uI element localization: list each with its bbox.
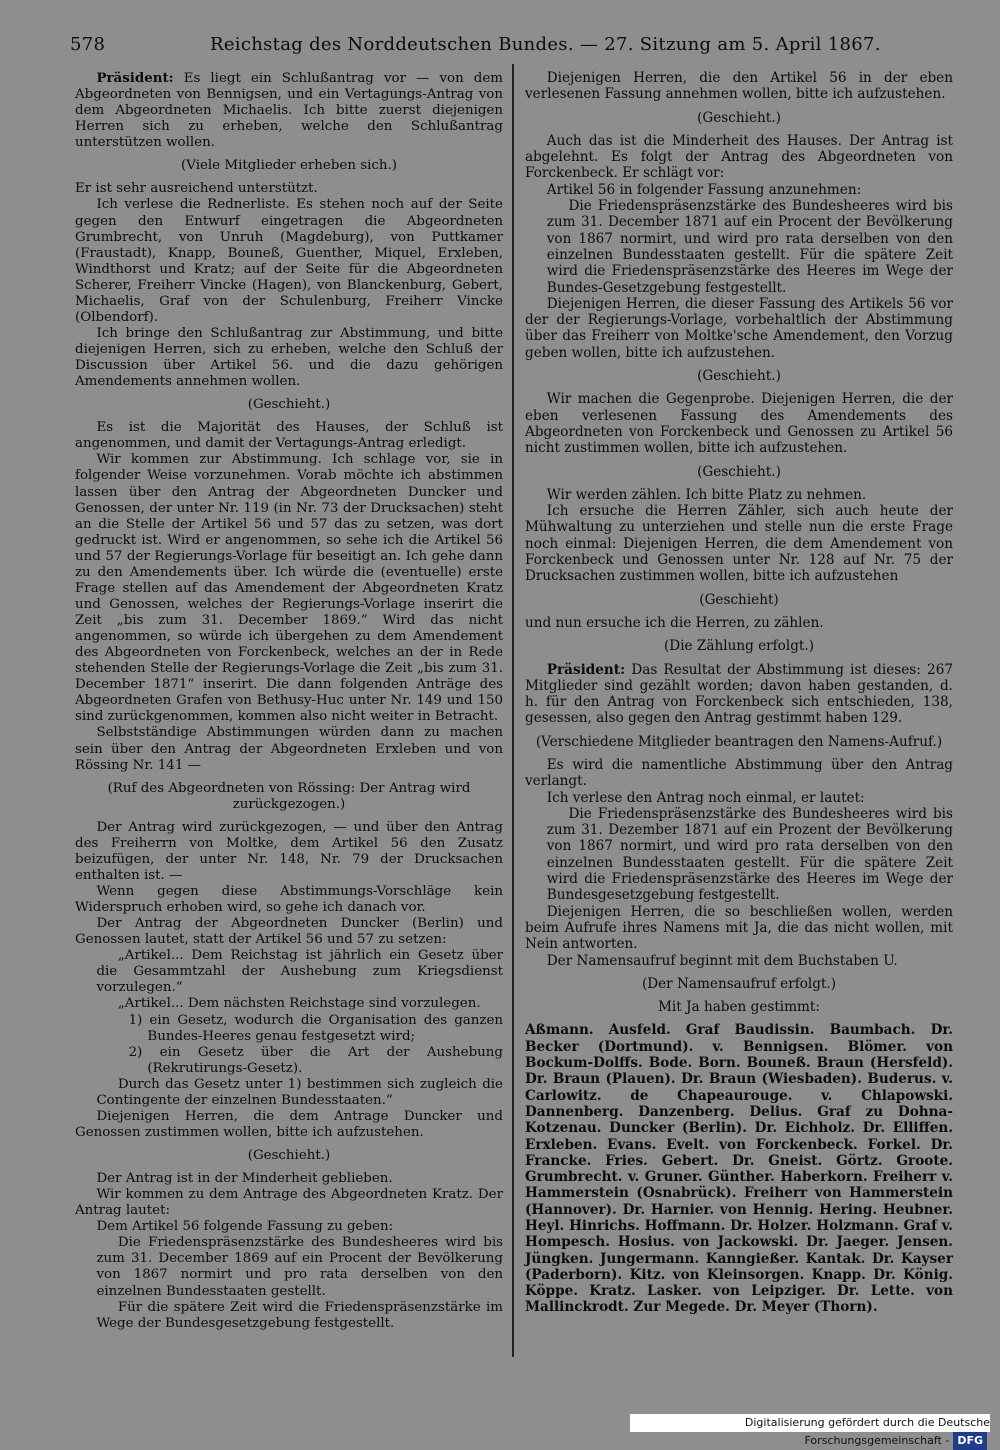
paragraph: Es ist die Majorität des Hauses, der Schluß ist angenommen, und damit der Vertagungs-Antrag erledigt. <box>75 420 503 452</box>
stage-direction: (Die Zählung erfolgt.) <box>664 638 814 655</box>
running-title: Reichstag des Norddeutschen Bundes. — 27. Sitzung am 5. April 1867. <box>210 34 881 55</box>
paragraph: und nun ersuche ich die Herren, zu zählen. <box>525 614 824 631</box>
paragraph: Dem Artikel 56 folgende Fassung zu geben: <box>96 1219 394 1235</box>
quoted-text: Die Friedenspräsenzstärke des Bundesheeres wird bis zum 31. Dezember 1871 auf ein Prozent der Bevölkerung von 1867 normirt, und wird pro rata derselben von den einzelnen Bundesstaaten gestellt. Für die spätere Zeit wird die Friedenspräsenzstärke des Heeres im Wege der Bundesgesetzgebung festgestellt. <box>546 805 953 904</box>
paragraph: Der Antrag der Abgeordneten Duncker (Berlin) und Genossen lautet, statt der Artikel 56 und 57 zu setzen: <box>75 916 503 948</box>
stage-direction: (Der Namensaufruf erfolgt.) <box>641 975 837 992</box>
dfg-logo: DFG <box>953 1432 987 1450</box>
footer-text: Digitalisierung gefördert durch die Deutsche Forschungsgemeinschaft - <box>744 1416 990 1447</box>
quoted-text: Die Friedenspräsenzstärke des Bundesheeres wird bis zum 31. December 1871 auf ein Procent der Bevölkerung von 1867 normirt, und wird pro rata derselben von den einzelnen Bundesstaaten gestellt. Für die spätere Zeit wird die Friedenspräsenzstärke des Heeres im Wege der Bundes-Gesetzgebung festgestellt. <box>546 198 953 296</box>
quoted-text: Die Friedenspräsenzstärke des Bundesheeres wird bis zum 31. December 1869 auf ein Procent der Bevölkerung von 1867 normirt und pro rata derselben von den einzelnen Bundesstaaten gestellt. <box>96 1235 503 1299</box>
list-item: 1) ein Gesetz, wodurch die Organisation des ganzen Bundes-Heeres genau festgesetzt wird; <box>128 1012 503 1044</box>
paragraph: Ich ersuche die Herren Zähler, sich auch heute der Mühwaltung zu unterziehen und stelle nun die erste Frage noch einmal: Diejenigen Herren, die dem Amendement von Forckenbeck und Genossen unter Nr. 128 auf Nr. 75 der Drucksachen zustimmen wollen, bitte ich aufzustehen <box>525 503 953 585</box>
page-number: 578 <box>70 34 106 55</box>
paragraph: Wenn gegen diese Abstimmungs-Vorschläge kein Widerspruch erhoben wird, so gehe ich danach vor. <box>75 884 503 916</box>
paragraph: Wir kommen zu dem Antrage des Abgeordneten Kratz. Der Antrag lautet: <box>75 1187 503 1219</box>
paragraph: Diejenigen Herren, die den Artikel 56 in der eben verlesenen Fassung annehmen wollen, bitte ich aufzustehen. <box>525 70 953 103</box>
paragraph: Artikel 56 in folgender Fassung anzunehmen: <box>546 181 862 198</box>
paragraph: Diejenigen Herren, die dieser Fassung des Artikels 56 vor der der Regierungs-Vorlage, vorbehaltlich der Abstimmung über das Freiherr von Moltke'sche Amendement, den Vorzug geben wollen, bitte ich aufzustehen. <box>525 295 953 361</box>
right-column <box>525 70 953 1316</box>
paragraph: Es wird die namentliche Abstimmung über den Antrag verlangt. <box>525 756 953 790</box>
paragraph: Diejenigen Herren, die so beschließen wollen, werden beim Aufrufe ihres Namens mit Ja, die das nicht wollen, mit Nein antworten. <box>525 903 953 953</box>
paragraph: Der Namensaufruf beginnt mit dem Buchstaben U. <box>546 952 898 969</box>
stage-direction: (Geschieht.) <box>697 109 781 126</box>
speech-text: Es liegt ein Schlußantrag vor — von dem Abgeordneten von Bennigsen, und ein Vertagungs-Antrag von dem Abgeordneten Michaelis. Ich bitte zuerst diejenigen Herren sich zu erheben, welche den Schlußantrag unterstützen wollen. <box>75 71 503 151</box>
paragraph: Ich verlese die Rednerliste. Es stehen noch auf der Seite gegen den Entwurf eingetragen die Abgeordneten Grumbrecht, von Unruh (Magdeburg), von Puttkamer (Fraustadt), Knapp, Bouneß, Guenther, Miquel, Erxleben, Windthorst und Kratz; auf der Seite für die Abgeordneten Scherer, Freiherr Vincke (Hagen), von Blanckenburg, Gebert, Michaelis, Graf von der Schulenburg, Freiherr Vincke (Olbendorf). <box>75 197 503 325</box>
paragraph: Diejenigen Herren, die dem Antrage Duncker und Genossen zustimmen wollen, bitte ich aufzustehen. <box>75 1108 503 1140</box>
stage-direction: (Viele Mitglieder erheben sich.) <box>181 158 397 174</box>
paragraph: Der Antrag ist in der Minderheit geblieben. <box>96 1171 393 1187</box>
paragraph: Auch das ist die Minderheit des Hauses. Der Antrag ist abgelehnt. Es folgt der Antrag des Abgeordneten von Forckenbeck. Er schlägt vor: <box>525 132 953 182</box>
quoted-text: Durch das Gesetz unter 1) bestimmen sich zugleich die Contingente der einzelnen Bundesstaaten.“ <box>96 1076 503 1108</box>
speaker-paragraph <box>75 70 503 151</box>
paragraph: Der Antrag wird zurückgezogen, — und über den Antrag des Freiherrn von Moltke, dem Artikel 56 den Zusatz beizufügen, der unter Nr. 148, Nr. 79 der Drucksachen enthalten ist. — <box>75 819 503 883</box>
stage-direction: (Geschieht.) <box>697 368 781 385</box>
stage-direction: (Geschieht.) <box>247 397 331 413</box>
page-header <box>70 30 960 60</box>
paragraph: Selbstständige Abstimmungen würden dann zu machen sein über den Antrag der Abgeordneten Erxleben und von Rössing Nr. 141 — <box>75 725 503 773</box>
paragraph: Wir machen die Gegenprobe. Diejenigen Herren, die der eben verlesenen Fassung des Amendements des Abgeordneten von Forckenbeck und Genossen zu Artikel 56 nicht zustimmen wollen, bitte ich aufzustehen. <box>525 391 953 457</box>
paragraph: Ich verlese den Antrag noch einmal, er lautet: <box>546 789 865 806</box>
paragraph: Er ist sehr ausreichend unterstützt. <box>75 181 318 197</box>
paragraph: Wir kommen zur Abstimmung. Ich schlage vor, sie in folgender Weise vorzunehmen. Vorab möchte ich abstimmen lassen über den Antrag der Abgeordneten Duncker und Genossen, der unter Nr. 119 (in Nr. 73 der Drucksachen) steht an die Stelle der Artikel 56 und 57 das zu setzen, was dort gedruckt ist. Wird er angenommen, so sehe ich die Artikel 56 und 57 der Regierungs-Vorlage für beseitigt an. Ich gehe dann zu den Amendements über. Ich würde die (eventuelle) erste Frage stellen auf das Amendement der Abgeordneten Kratz und Genossen, welches der Regierungs-Vorlage inserirt die Zeit „bis zum 31. December 1869.“ Wird das nicht angenommen, so würde ich übergehen zu dem Amendement des Abgeordneten von Forckenbeck, welches an der in Rede stehenden Stelle der Regierungs-Vorlage die Zeit „bis zum 31. December 1871“ inserirt. Die dann folgenden Anträge des Abgeordneten Grafen von Bethusy-Huc unter Nr. 149 und 150 sind zurückgenommen, kommen also nicht weiter in Betracht. <box>75 452 503 725</box>
quoted-text: „Artikel... Dem Reichstag ist jährlich ein Gesetz über die Gesammtzahl der Aushebung zum Kriegsdienst vorzulegen.“ <box>96 948 503 996</box>
stage-direction: (Geschieht.) <box>697 463 781 480</box>
paragraph: Ich bringe den Schlußantrag zur Abstimmung, und bitte diejenigen Herren, sich zu erheben, welche den Schluß der Discussion über Artikel 56. und die dazu gehörigen Amendements annehmen wollen. <box>75 325 503 390</box>
stage-direction: (Geschieht) <box>699 591 779 608</box>
quoted-text: „Artikel... Dem nächsten Reichstage sind vorzulegen. <box>117 996 481 1012</box>
quoted-text: Für die spätere Zeit wird die Friedenspräsenzstärke im Wege der Bundesgesetzgebung festgestellt. <box>96 1299 503 1331</box>
member-name-list: Aßmann. Ausfeld. Graf Baudissin. Baumbach. Dr. Becker (Dortmund). v. Bennigsen. Blömer. von Bockum-Dolffs. Bode. Born. Bouneß. Braun (Hersfeld). Dr. Braun (Plauen). Dr. Braun (Wiesbaden). Buderus. v. Carlowitz. de Chapeaurouge. v. Chlapowski. Dannenberg. Danzenberg. Delius. Graf zu Dohna-Kotzenau. Duncker (Berlin). Dr. Eichholz. Dr. Elliffen. Erxleben. Evans. Evelt. von Forckenbeck. Forkel. Dr. Francke. Fries. Gebert. Dr. Gneist. Görtz. Groote. Grumbrecht. v. Gruner. Günther. Haberkorn. Freiherr v. Hammerstein (Osnabrück). Freiherr von Hammerstein (Hannover). Dr. Harnier. von Hennig. Hering. Heubner. Heyl. Hinrichs. Hoffmann. Dr. Holzer. Holzmann. Graf v. Hompesch. Hosius. von Jackowski. Dr. Jaeger. Jensen. Jüngken. Jungermann. Kanngießer. Kantak. Dr. Kayser (Paderborn). Kitz. von Kleinsorgen. Knapp. Dr. König. Köppe. Kratz. Lasker. von Leipziger. Dr. Lette. von Mallinckrodt. Zur Megede. Dr. Meyer (Thorn). <box>525 1022 953 1316</box>
stage-direction: (Geschieht.) <box>247 1148 331 1163</box>
speaker-paragraph <box>525 662 953 727</box>
stage-direction: (Verschiedene Mitglieder beantragen den Namens-Aufruf.) <box>535 733 943 750</box>
left-column <box>75 70 503 1332</box>
stage-direction: (Ruf des Abgeordneten von Rössing: Der Antrag wird zurückgezogen.) <box>107 780 471 812</box>
stage-direction: Mit Ja haben gestimmt: <box>658 999 820 1016</box>
paragraph: Wir werden zählen. Ich bitte Platz zu nehmen. <box>546 486 867 503</box>
speaker-name: Präsident: <box>546 661 626 678</box>
speaker-name: Präsident: <box>96 70 174 86</box>
column-divider <box>512 64 514 1357</box>
speech-text: Das Resultat der Abstimmung ist dieses: 267 Mitglieder sind gezählt worden; davon haben gestanden, d. h. für den Antrag von Forckenbeck sich entschieden, 138, gesessen, also gegen den Antrag gestimmt haben 129. <box>525 661 953 727</box>
funding-footer <box>630 1414 990 1447</box>
list-item: 2) ein Gesetz über die Art der Aushebung (Rekrutirungs-Gesetz). <box>128 1044 503 1076</box>
